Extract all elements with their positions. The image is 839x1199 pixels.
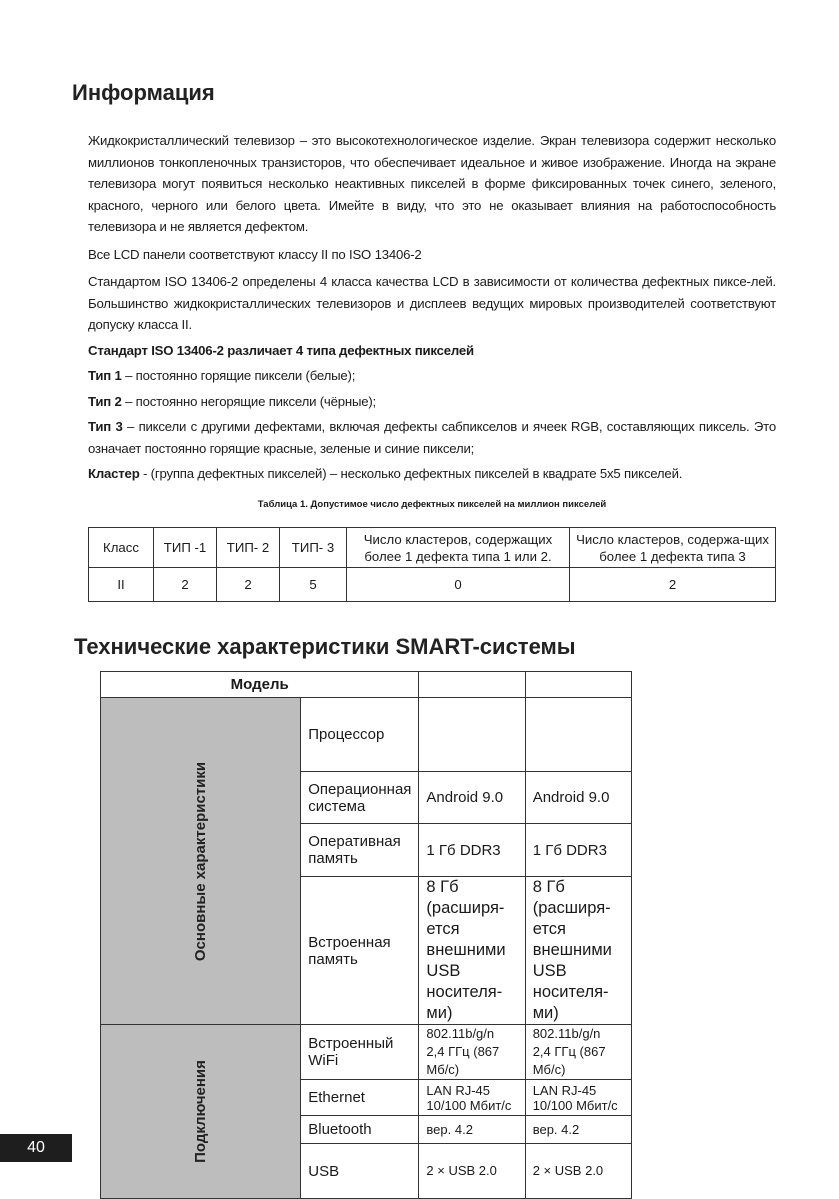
info-paragraph-2: Все LCD панели соответствуют классу II по ISO 13406-2 [88, 246, 422, 262]
section-heading-info: Информация [72, 80, 215, 105]
table-header-cell: Число кластеров, содержа-щих более 1 дефекта типа 3 [570, 528, 776, 568]
smart-specs-table [100, 671, 632, 1199]
type3-label: Тип 3 [88, 419, 123, 434]
spec-value [525, 698, 631, 772]
table-cell: 2 [154, 568, 217, 602]
spec-value: Android 9.0 [525, 772, 631, 824]
spec-value: 2 × USB 2.0 [419, 1144, 525, 1199]
table-cell: 2 [570, 568, 776, 602]
spec-value-line: LAN RJ-45 [532, 1082, 597, 1098]
spec-value-line: 2,4 ГГц (867 Мб/с) [426, 1044, 500, 1077]
spec-value: 1 Гб DDR3 [525, 824, 631, 877]
spec-label: Встроенный WiFi [301, 1025, 419, 1080]
table-cell: II [89, 568, 154, 602]
type1-line [88, 365, 776, 387]
table-cell: 2 [217, 568, 280, 602]
spec-value-line: LAN RJ-45 [426, 1082, 490, 1098]
table-header-cell: Класс [89, 528, 154, 568]
spec-value: 8 Гб (расширя-ется внешними USB носителя-ми) [525, 877, 631, 1025]
cluster-label: Кластер [88, 466, 140, 481]
spec-value: 2 × USB 2.0 [525, 1144, 631, 1199]
table-header-row [101, 672, 632, 698]
spec-label: Процессор [301, 698, 419, 772]
model-column-1 [419, 672, 525, 698]
spec-value: Android 9.0 [419, 772, 525, 824]
cluster-line [88, 463, 776, 485]
type2-label: Тип 2 [88, 393, 122, 409]
model-column-2 [525, 672, 631, 698]
type2-text: – постоянно негорящие пиксели (чёрные); [121, 393, 377, 409]
info-paragraph-3: Стандартом ISO 13406-2 определены 4 класса качества LCD в зависимости от количества дефектных пиксе-лей. Большинство жидкокристаллических телевизоров и дисплеев ведущих мировых производителей соответствуют допуску класса II. [88, 274, 776, 332]
spec-value-line: 10/100 Мбит/с [426, 1097, 512, 1113]
table-row [101, 698, 632, 772]
spec-label: Операционная система [301, 772, 419, 824]
table-header-cell: ТИП- 2 [217, 528, 280, 568]
spec-label: USB [301, 1144, 419, 1199]
table-header-cell: ТИП -1 [154, 528, 217, 568]
type1-text: – постоянно горящие пиксели (белые); [121, 368, 356, 383]
table-row [101, 1025, 632, 1080]
page-number: 40 [0, 1134, 72, 1162]
spec-value [525, 1025, 631, 1080]
spec-value-line: 2,4 ГГц (867 Мб/с) [532, 1044, 606, 1077]
type1-label: Тип 1 [88, 368, 122, 383]
table-cell: 0 [347, 568, 570, 602]
info-paragraph-1: Жидкокристаллический телевизор – это высокотехнологическое изделие. Экран телевизора содержит несколько миллионов тонкопленочных транзисторов, что обеспечивает идеальное и живое изображение. Иногда на экране телевизора могут появиться несколько неактивных пикселей в форме фиксированных точек синего, зеленого, красного, черного или белого цвета. Имейте в виду, что это не оказывает влияния на работоспособность телевизора и не является дефектом. [88, 133, 776, 234]
table-header-cell: ТИП- 3 [280, 528, 347, 568]
table-row [89, 568, 776, 602]
spec-label: Встроенная память [301, 877, 419, 1025]
spec-value [525, 1080, 631, 1116]
defect-pixels-table [88, 527, 776, 602]
table1-caption: Таблица 1. Допустимое число дефектных пикселей на миллион пикселей [257, 499, 607, 510]
spec-value [419, 1080, 525, 1116]
spec-label: Ethernet [301, 1080, 419, 1116]
group-label-connections-text: Подключения [192, 1060, 210, 1163]
table-header-cell: Число кластеров, содержащих более 1 дефекта типа 1 или 2. [347, 528, 570, 568]
spec-value: вер. 4.2 [525, 1116, 631, 1144]
table-header-row [89, 528, 776, 568]
spec-value: 8 Гб (расширя-ется внешними USB носителя-ми) [419, 877, 525, 1025]
spec-value-line: 10/100 Мбит/с [532, 1097, 618, 1113]
group-label-connections [101, 1025, 301, 1199]
type3-line [88, 416, 776, 459]
spec-value [419, 1025, 525, 1080]
spec-label: Bluetooth [301, 1116, 419, 1144]
info-text-block [88, 130, 776, 485]
spec-value-line: 802.11b/g/n [532, 1026, 601, 1041]
spec-value: вер. 4.2 [419, 1116, 525, 1144]
cluster-text: - (группа дефектных пикселей) – несколько дефектных пикселей в квадрате 5х5 пикселей. [139, 466, 683, 481]
group-label-main-text: Основные характеристики [192, 761, 210, 961]
type2-line [88, 391, 776, 413]
model-label: Модель [101, 672, 419, 698]
type3-text: – пиксели с другими дефектами, включая дефекты сабпикселов и ячеек RGB, составляющих пиксель. Это означает постоянно горящие красные, зеленые и синие пиксели; [88, 419, 776, 456]
spec-value [419, 698, 525, 772]
table-cell: 5 [280, 568, 347, 602]
defect-types-subheading: Стандарт ISO 13406-2 различает 4 типа дефектных пикселей [88, 342, 474, 358]
section-heading-tech: Технические характеристики SMART-системы [74, 634, 576, 659]
spec-value-line: 802.11b/g/n [426, 1026, 495, 1041]
spec-value: 1 Гб DDR3 [419, 824, 525, 877]
group-label-main [101, 698, 301, 1025]
spec-label: Оперативная память [301, 824, 419, 877]
